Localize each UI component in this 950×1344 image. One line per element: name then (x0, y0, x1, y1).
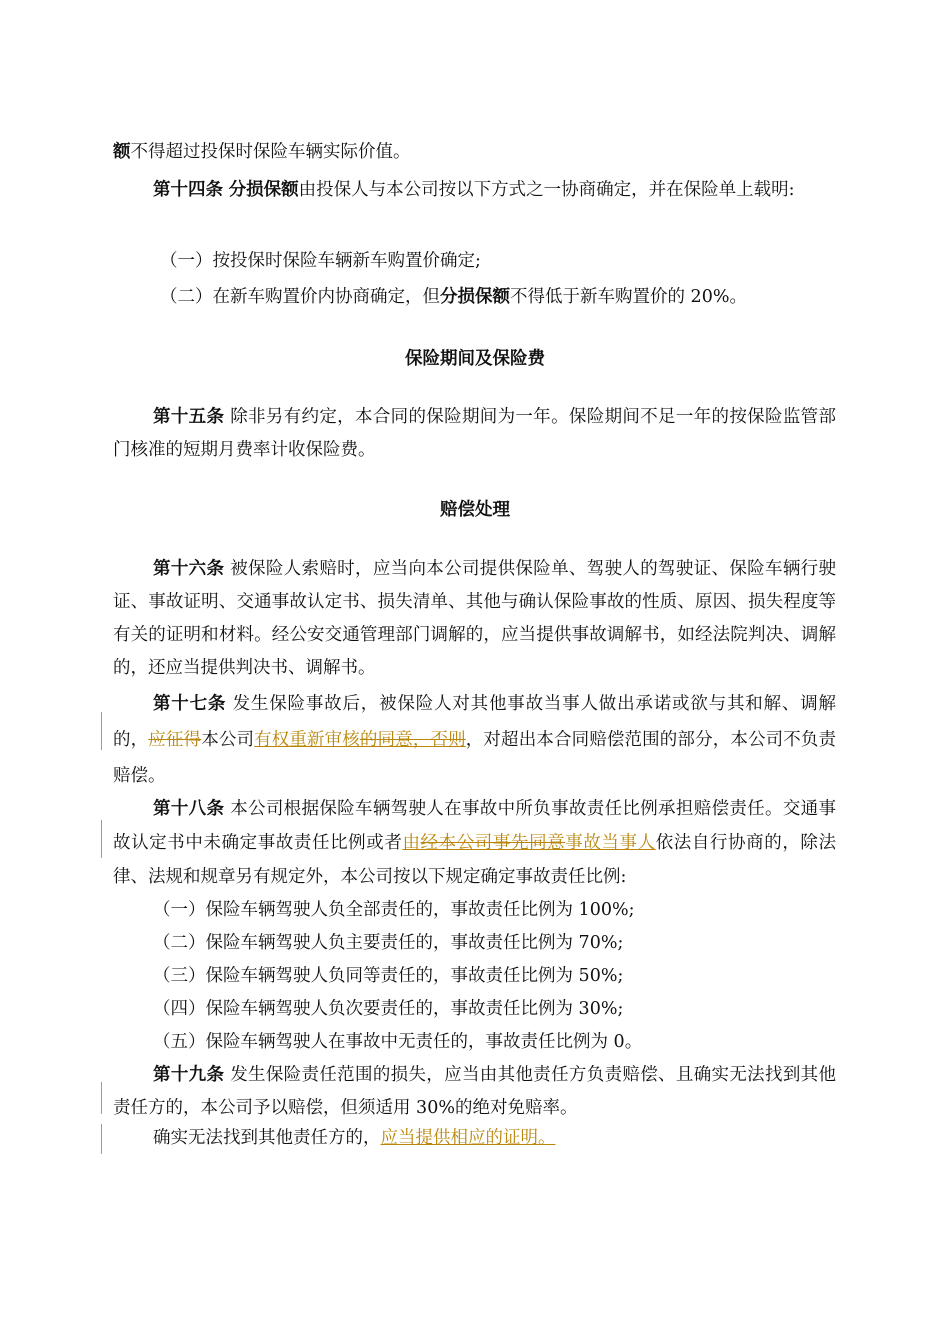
article-label: 第十八条 (153, 799, 225, 819)
change-bar (101, 1124, 102, 1154)
article-16 (113, 553, 836, 685)
article-18-item: （五）保险车辆驾驶人在事故中无责任的，事故责任比例为 0。 (153, 1032, 643, 1052)
inserted-text: 事故当事人 (565, 833, 656, 853)
article-label: 第十五条 (153, 407, 225, 427)
article-14-item-1: （一）按投保时保险车辆新车购置价确定; (160, 251, 481, 271)
article-label: 第十六条 (153, 559, 225, 579)
article-14 (113, 174, 836, 207)
inserted-text: 由 (402, 833, 421, 853)
section-heading-period: 保险期间及保险费 (405, 349, 545, 369)
article-label: 第十七条 (153, 694, 227, 714)
article-18-item: （一）保险车辆驾驶人负全部责任的，事故责任比例为 100%; (153, 900, 635, 920)
article-19 (113, 1059, 836, 1125)
section-heading-claims: 赔偿处理 (440, 500, 510, 520)
article-18-item: （二）保险车辆驾驶人负主要责任的，事故责任比例为 70%; (153, 933, 624, 953)
text: 不得超过投保时保险车辆实际价值。 (130, 142, 411, 162)
article-18: 第十八条 本公司根据保险车辆驾驶人在事故中所负事故责任比例承担赔偿责任。交通事故认定书中未确定事故责任比例或者由经本公司事先同意事故当事人依法自行协商的，除法律、法规和规章另有规定外，本公司按以下规定确定事故责任比例: (113, 799, 837, 887)
article-18-item: （三）保险车辆驾驶人负同等责任的，事故责任比例为 50%; (153, 966, 624, 986)
term-bold: 分损保额 (440, 287, 510, 307)
change-bar (101, 1082, 102, 1114)
text: 发生保险责任范围的损失，应当由其他责任方负责赔偿、且确实无法找到其他责任方的，本公司予以赔偿，但须适用 30%的绝对免赔率。 (113, 1065, 836, 1118)
term-bold: 分损保额 (228, 180, 299, 200)
article-label: 第十九条 (153, 1065, 225, 1085)
article-18-item: （四）保险车辆驾驶人负次要责任的，事故责任比例为 30%; (153, 999, 624, 1019)
deleted-text: 应征得 (148, 730, 202, 750)
deleted-text: 经本公司事先同意 (420, 833, 566, 853)
inserted-text: 有权重新审核 (254, 730, 360, 750)
text: 被保险人索赔时，应当向本公司提供保险单、驾驶人的驾驶证、保险车辆行驶证、事故证明、交通事故认定书、损失清单、其他与确认保险事故的性质、原因、损失程度等有关的证明和材料。经公安交通管理部门调解的，应当提供事故调解书，如经法院判决、调解的，还应当提供判决书、调解书。 (113, 559, 836, 678)
article-17: 第十七条 发生保险事故后，被保险人对其他事故当事人做出承诺或欲与其和解、调解的，应征得本公司有权重新审核的同意，否则，对超出本合同赔偿范围的部分，本公司不负责赔偿。 (113, 694, 837, 786)
text: 由投保人与本公司按以下方式之一协商确定，并在保险单上载明: (298, 180, 795, 200)
paragraph-last: 确实无法找到其他责任方的，应当提供相应的证明。 (153, 1128, 556, 1148)
change-bar (101, 820, 102, 858)
deleted-text: 的同意，否则 (359, 730, 466, 750)
article-label: 第十四条 (153, 180, 223, 200)
article-14-item-2: （二）在新车购置价内协商确定，但分损保额不得低于新车购置价的 20%。 (160, 287, 747, 307)
paragraph-continuation (113, 136, 411, 169)
change-bar (101, 712, 102, 750)
inserted-text: 应当提供相应的证明。 (380, 1128, 556, 1148)
article-15 (113, 401, 836, 467)
term-bold: 额 (113, 142, 131, 162)
text: 除非另有约定，本合同的保险期间为一年。保险期间不足一年的按保险监管部门核准的短期月费率计收保险费。 (113, 407, 836, 460)
